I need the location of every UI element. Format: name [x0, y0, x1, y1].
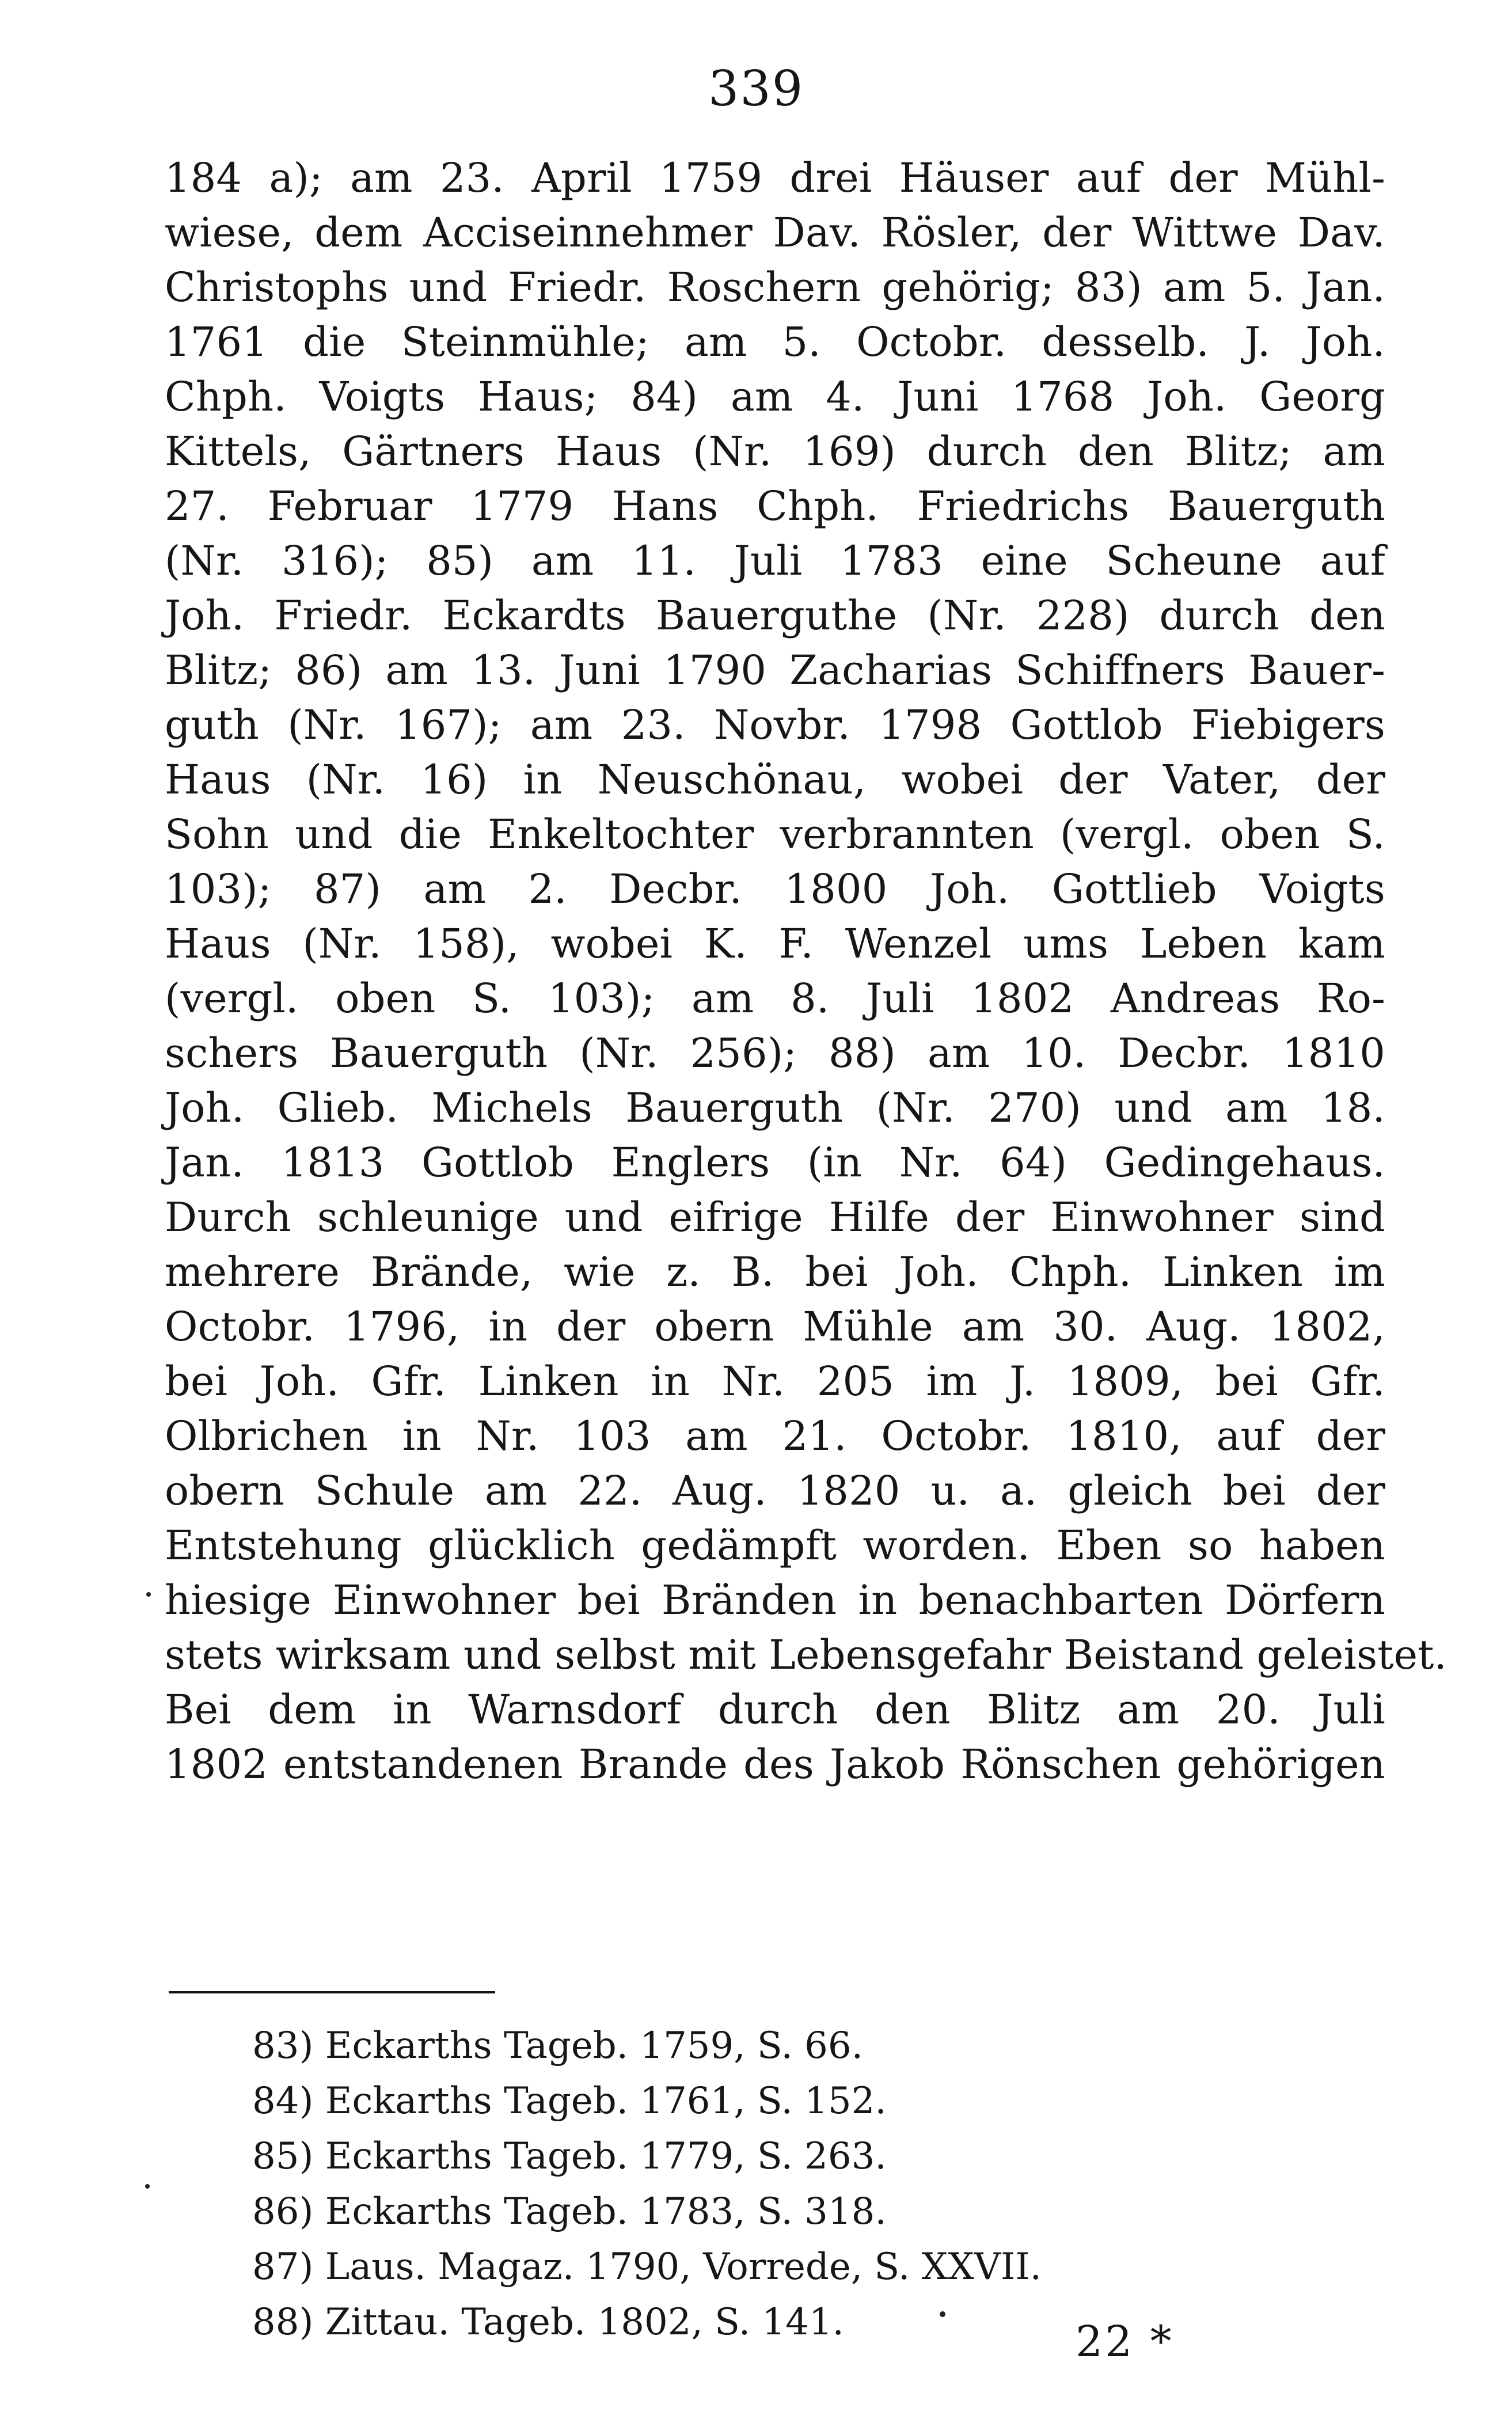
- body-line-22: Octobr. 1796, in der obern Mühle am 30. Aug. 1802,: [165, 1303, 1385, 1350]
- body-line-13: Sohn und die Enkeltochter verbrannten (vergl. oben S.: [165, 811, 1385, 858]
- printer-signature: 22 *: [1076, 2317, 1174, 2367]
- footnotes: [252, 2018, 1277, 2350]
- body-line-12: Haus (Nr. 16) in Neuschönau, wobei der Vater, der: [165, 756, 1385, 803]
- footnote-88: 88) Zittau. Tageb. 1802, S. 141.: [252, 2301, 844, 2344]
- body-line-8: (Nr. 316); 85) am 11. Juli 1783 eine Scheune auf: [165, 537, 1385, 584]
- print-speck-left-lower: [145, 2184, 150, 2189]
- body-line-30: 1802 entstandenen Brande des Jakob Rönschen gehörigen: [165, 1741, 1385, 1788]
- body-line-23: bei Joh. Gfr. Linken in Nr. 205 im J. 1809, bei Gfr.: [165, 1358, 1385, 1405]
- body-line-15: Haus (Nr. 158), wobei K. F. Wenzel ums Leben kam: [165, 920, 1385, 967]
- body-line-3: Christophs und Friedr. Roschern gehörig; 83) am 5. Jan.: [165, 264, 1385, 311]
- print-speck-bottom: [940, 2311, 945, 2317]
- body-line-25: obern Schule am 22. Aug. 1820 u. a. gleich bei der: [165, 1467, 1385, 1514]
- body-line-11: guth (Nr. 167); am 23. Novbr. 1798 Gottlob Fiebigers: [165, 701, 1385, 749]
- body-line-24: Olbrichen in Nr. 103 am 21. Octobr. 1810, auf der: [165, 1412, 1385, 1460]
- body-line-27: hiesige Einwohner bei Bränden in benachbarten Dörfern: [165, 1577, 1385, 1624]
- body-line-10: Blitz; 86) am 13. Juni 1790 Zacharias Schiffners Bauer-: [165, 647, 1385, 694]
- body-line-5: Chph. Voigts Haus; 84) am 4. Juni 1768 Joh. Georg: [165, 373, 1385, 420]
- body-line-28: stets wirksam und selbst mit Lebensgefahr Beistand geleistet.: [165, 1631, 1447, 1678]
- footnote-divider: [169, 1991, 495, 1993]
- body-line-26: Entstehung glücklich gedämpft worden. Eben so haben: [165, 1522, 1385, 1569]
- body-line-2: wiese, dem Acciseinnehmer Dav. Rösler, der Wittwe Dav.: [165, 209, 1385, 256]
- page-number: 339: [708, 60, 804, 117]
- body-line-9: Joh. Friedr. Eckardts Bauerguthe (Nr. 228) durch den: [165, 592, 1385, 639]
- footnote-86: 86) Eckarths Tageb. 1783, S. 318.: [252, 2190, 887, 2233]
- body-line-6: Kittels, Gärtners Haus (Nr. 169) durch den Blitz; am: [165, 428, 1385, 475]
- body-line-17: schers Bauerguth (Nr. 256); 88) am 10. Decbr. 1810: [165, 1030, 1385, 1077]
- body-line-1: 184 a); am 23. April 1759 drei Häuser auf der Mühl-: [165, 154, 1385, 202]
- print-speck-left: [146, 1592, 151, 1597]
- body-text: [165, 151, 1447, 1792]
- body-line-14: 103); 87) am 2. Decbr. 1800 Joh. Gottlieb Voigts: [165, 865, 1385, 913]
- footnote-84: 84) Eckarths Tageb. 1761, S. 152.: [252, 2080, 887, 2122]
- footnote-83: 83) Eckarths Tageb. 1759, S. 66.: [252, 2025, 863, 2067]
- body-line-19: Jan. 1813 Gottlob Englers (in Nr. 64) Gedingehaus.: [165, 1139, 1385, 1186]
- body-line-4: 1761 die Steinmühle; am 5. Octobr. desselb. J. Joh.: [165, 318, 1385, 366]
- body-line-20: Durch schleunige und eifrige Hilfe der Einwohner sind: [165, 1194, 1385, 1241]
- body-line-18: Joh. Glieb. Michels Bauerguth (Nr. 270) und am 18.: [165, 1084, 1385, 1131]
- footnote-87: 87) Laus. Magaz. 1790, Vorrede, S. XXVII.: [252, 2246, 1042, 2288]
- footnote-85: 85) Eckarths Tageb. 1779, S. 263.: [252, 2135, 887, 2178]
- body-line-7: 27. Februar 1779 Hans Chph. Friedrichs Bauerguth: [165, 483, 1385, 530]
- body-line-21: mehrere Brände, wie z. B. bei Joh. Chph. Linken im: [165, 1248, 1385, 1296]
- body-line-16: (vergl. oben S. 103); am 8. Juli 1802 Andreas Ro-: [165, 975, 1385, 1022]
- body-line-29: Bei dem in Warnsdorf durch den Blitz am 20. Juli: [165, 1686, 1385, 1733]
